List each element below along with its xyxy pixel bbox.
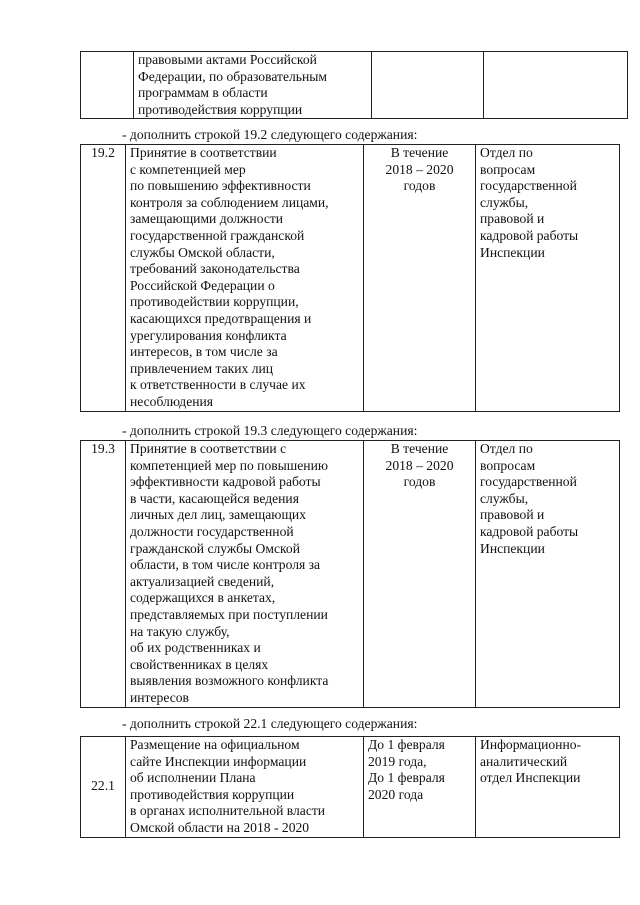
- table-row: [81, 737, 620, 838]
- text-line: правовыми актами Российской: [138, 52, 317, 67]
- text-line: противодействия коррупции: [138, 101, 303, 117]
- text-line: в органах исполнительной власти: [130, 803, 326, 819]
- text-line: с компетенцией мер: [130, 161, 246, 177]
- executor-line: вопросам: [480, 161, 536, 177]
- text-line: содержащихся в анкетах,: [130, 590, 276, 606]
- text-line: компетенцией мер по повышению: [130, 457, 328, 473]
- term-line: годов: [403, 474, 436, 490]
- text-line: об исполнении Плана: [130, 770, 256, 786]
- executor-cell: [476, 145, 620, 412]
- text-line: об их родственниках и: [130, 640, 261, 656]
- text-line: гражданской службы Омской: [130, 540, 300, 556]
- table-row: [81, 145, 620, 412]
- term-cell: [364, 441, 476, 708]
- text-line: сайте Инспекции информации: [130, 753, 307, 769]
- action-cell: [126, 145, 364, 412]
- text-line: противодействии коррупции,: [130, 294, 299, 310]
- table-row: [81, 441, 620, 708]
- executor-line: аналитический: [480, 753, 568, 769]
- text-line: привлечением таких лиц: [130, 360, 274, 376]
- text-line: Федерации, по образовательным: [138, 68, 327, 84]
- executor-line: правовой и: [480, 211, 545, 227]
- table-fragment-19-1: [80, 51, 628, 119]
- text-line: программам в области: [138, 85, 268, 101]
- executor-line: Инспекции: [480, 244, 545, 260]
- amendment-note-19-2: - дополнить строкой 19.2 следующего содержания:: [122, 127, 418, 142]
- executor-line: Информационно-: [480, 737, 582, 752]
- term-line: В течение: [390, 145, 449, 160]
- text-line: актуализацией сведений,: [130, 573, 275, 589]
- term-cell: [364, 145, 476, 412]
- action-cell: [126, 737, 364, 838]
- text-line: личных дел лиц, замещающих: [130, 507, 306, 523]
- term-line: годов: [403, 178, 436, 194]
- text-line: представляемых при поступлении: [130, 606, 328, 622]
- action-cell: [134, 52, 372, 119]
- text-line: Принятие в соответствии: [130, 145, 277, 160]
- text-line: должности государственной: [130, 523, 294, 539]
- executor-line: государственной: [480, 178, 577, 194]
- executor-line: кадровой работы: [480, 523, 579, 539]
- term-line: 2018 – 2020: [385, 457, 454, 473]
- term-cell: [364, 737, 476, 838]
- text-line: контроля за соблюдением лицами,: [130, 194, 329, 210]
- action-cell: [126, 441, 364, 708]
- term-line: В течение: [390, 441, 449, 456]
- table-row: [81, 52, 628, 119]
- executor-line: вопросам: [480, 457, 536, 473]
- text-line: Размещение на официальном: [130, 737, 300, 752]
- table-row-19-2: [80, 144, 620, 412]
- executor-cell: [484, 52, 628, 119]
- text-line: требований законодательства: [130, 261, 300, 277]
- executor-line: государственной: [480, 474, 577, 490]
- text-line: урегулирования конфликта: [130, 327, 287, 343]
- term-line: 2019 года,: [368, 753, 427, 769]
- amendment-note-22-1: - дополнить строкой 22.1 следующего содержания:: [122, 716, 418, 731]
- executor-cell: [476, 441, 620, 708]
- executor-cell: [476, 737, 620, 838]
- executor-line: службы,: [480, 490, 529, 506]
- text-line: касающихся предотвращения и: [130, 310, 312, 326]
- term-line: 2018 – 2020: [385, 161, 454, 177]
- text-line: интересов: [130, 689, 189, 705]
- table-row-22-1: [80, 736, 620, 838]
- text-line: эффективности кадровой работы: [130, 474, 321, 490]
- term-line: До 1 февраля: [368, 737, 445, 752]
- text-line: свойственниках в целях: [130, 656, 269, 672]
- text-line: области, в том числе контроля за: [130, 557, 321, 573]
- row-number-cell: [81, 52, 134, 119]
- text-line: Российской Федерации о: [130, 277, 275, 293]
- term-cell: [372, 52, 484, 119]
- executor-line: Отдел по: [480, 441, 533, 456]
- term-line: До 1 февраля: [368, 770, 445, 786]
- text-line: службы Омской области,: [130, 244, 275, 260]
- row-number: 19.3: [81, 441, 126, 708]
- text-line: интересов, в том числе за: [130, 344, 278, 360]
- text-line: противодействия коррупции: [130, 786, 295, 802]
- row-number: 19.2: [81, 145, 126, 412]
- text-line: Принятие в соответствии с: [130, 441, 287, 456]
- text-line: замещающими должности: [130, 211, 284, 227]
- executor-line: отдел Инспекции: [480, 770, 581, 786]
- text-line: несоблюдения: [130, 393, 214, 409]
- text-line: по повышению эффективности: [130, 178, 311, 194]
- text-line: на такую службу,: [130, 623, 230, 639]
- executor-line: кадровой работы: [480, 227, 579, 243]
- text-line: государственной гражданской: [130, 227, 305, 243]
- executor-line: правовой и: [480, 507, 545, 523]
- text-line: выявления возможного конфликта: [130, 673, 329, 689]
- text-line: в части, касающейся ведения: [130, 490, 299, 506]
- text-line: к ответственности в случае их: [130, 377, 306, 393]
- table-row-19-3: [80, 440, 620, 708]
- amendment-note-19-3: - дополнить строкой 19.3 следующего содержания:: [122, 423, 418, 438]
- row-number: 22.1: [81, 737, 126, 838]
- text-line: Омской области на 2018 - 2020: [130, 819, 310, 835]
- executor-line: Инспекции: [480, 540, 545, 556]
- executor-line: Отдел по: [480, 145, 533, 160]
- executor-line: службы,: [480, 194, 529, 210]
- term-line: 2020 года: [368, 786, 424, 802]
